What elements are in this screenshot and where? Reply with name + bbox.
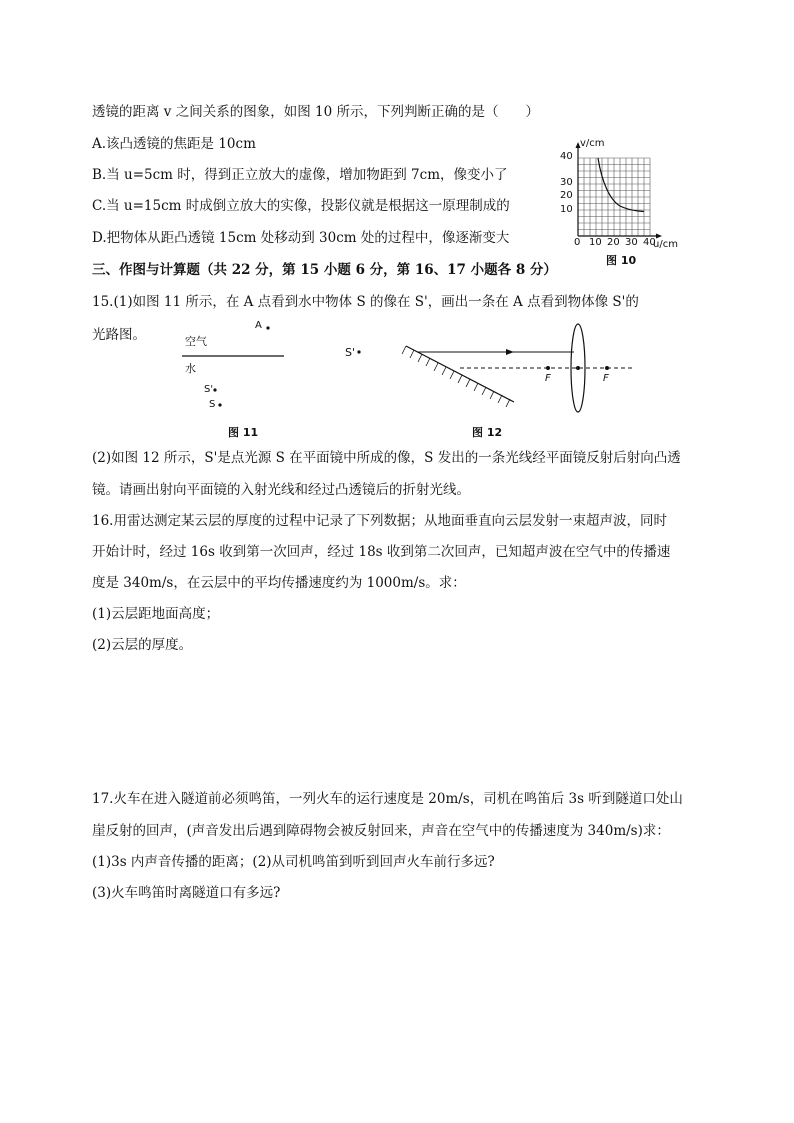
q16-line1: 16.用雷达测定某云层的厚度的过程中记录了下列数据；从地面垂直向云层发射一束超声波，同时 <box>92 513 667 529</box>
fig10-x-tick: 20 <box>607 237 620 248</box>
q16-sub2: (2)云层的厚度。 <box>92 637 193 653</box>
fig11-point-s-image: S' <box>204 384 214 395</box>
fig11-point-s: S <box>209 399 216 410</box>
q16-sub1: (1)云层距地面高度； <box>92 606 220 622</box>
fig10-y-tick: 20 <box>560 190 573 201</box>
q15-part2-line1: (2)如图 12 所示，S'是点光源 S 在平面镜中所成的像，S 发出的一条光线经平面镜反射后射向凸透 <box>92 450 681 466</box>
q15-part1-line1: 15.(1)如图 11 所示，在 A 点看到水中物体 S 的像在 S'，画出一条在 A 点看到物体像 S'的 <box>92 294 639 310</box>
figure-11 <box>180 318 300 443</box>
fig10-y-tick: 10 <box>560 204 573 215</box>
fig10-x-tick: 10 <box>589 237 602 248</box>
q17-sub12: (1)3s 内声音传播的距离；(2)从司机鸣笛到听到回声火车前行多远? <box>92 854 495 870</box>
fig11-point-a: A <box>255 320 262 331</box>
section-3-heading: 三、作图与计算题（共 22 分，第 15 小题 6 分，第 16、17 小题各 8 分） <box>92 262 557 278</box>
fig10-y-axis-label: v/cm <box>580 138 605 149</box>
fig10-y-tick: 40 <box>560 151 573 162</box>
fig12-focus-left: F <box>545 373 551 384</box>
fig10-x-axis-label: u/cm <box>653 239 678 250</box>
figure-10-graph <box>558 138 678 268</box>
q14-option-b: B.当 u=5cm 时，得到正立放大的虚像，增加物距到 7cm，像变小了 <box>92 167 508 183</box>
fig10-y-tick: 30 <box>560 177 573 188</box>
q16-line2: 开始计时，经过 16s 收到第一次回声，经过 18s 收到第二次回声，已知超声波在空气中的传播速 <box>92 544 671 560</box>
fig11-caption: 图 11 <box>228 426 259 439</box>
fig10-x-tick: 30 <box>625 237 638 248</box>
fig11-water-label: 水 <box>185 362 196 375</box>
fig12-focus-right: F <box>603 373 609 384</box>
q15-part2-line2: 镜。请画出射向平面镜的入射光线和经过凸透镜后的折射光线。 <box>92 482 470 498</box>
fig10-x-tick: 40 <box>643 237 656 248</box>
fig12-caption: 图 12 <box>472 426 503 439</box>
q14-option-d: D.把物体从距凸透镜 15cm 处移动到 30cm 处的过程中，像逐渐变大 <box>92 230 510 246</box>
q14-option-c: C.当 u=15cm 时成倒立放大的实像，投影仪就是根据这一原理制成的 <box>92 198 510 214</box>
fig10-caption: 图 10 <box>606 254 637 267</box>
fig11-air-label: 空气 <box>185 335 207 348</box>
q14-stem-tail: 透镜的距离 v 之间关系的图象，如图 10 所示，下列判断正确的是（ ） <box>92 104 539 120</box>
q16-line3: 度是 340m/s，在云层中的平均传播速度约为 1000m/s。求： <box>92 575 466 591</box>
q15-part1-line2: 光路图。 <box>92 327 146 343</box>
figure-12 <box>342 320 637 440</box>
q17-sub3: (3)火车鸣笛时离隧道口有多远? <box>92 885 281 901</box>
q14-option-a: A.该凸透镜的焦距是 10cm <box>92 136 256 152</box>
q17-line2: 崖反射的回声，(声音发出后遇到障碍物会被反射回来，声音在空气中的传播速度为 340m/s)求： <box>92 823 670 839</box>
fig10-x-tick: 0 <box>574 237 581 248</box>
q17-line1: 17.火车在进入隧道前必须鸣笛，一列火车的运行速度是 20m/s，司机在鸣笛后 3s 听到隧道口处山 <box>92 791 683 807</box>
fig12-point-s-image: S' <box>345 346 356 359</box>
